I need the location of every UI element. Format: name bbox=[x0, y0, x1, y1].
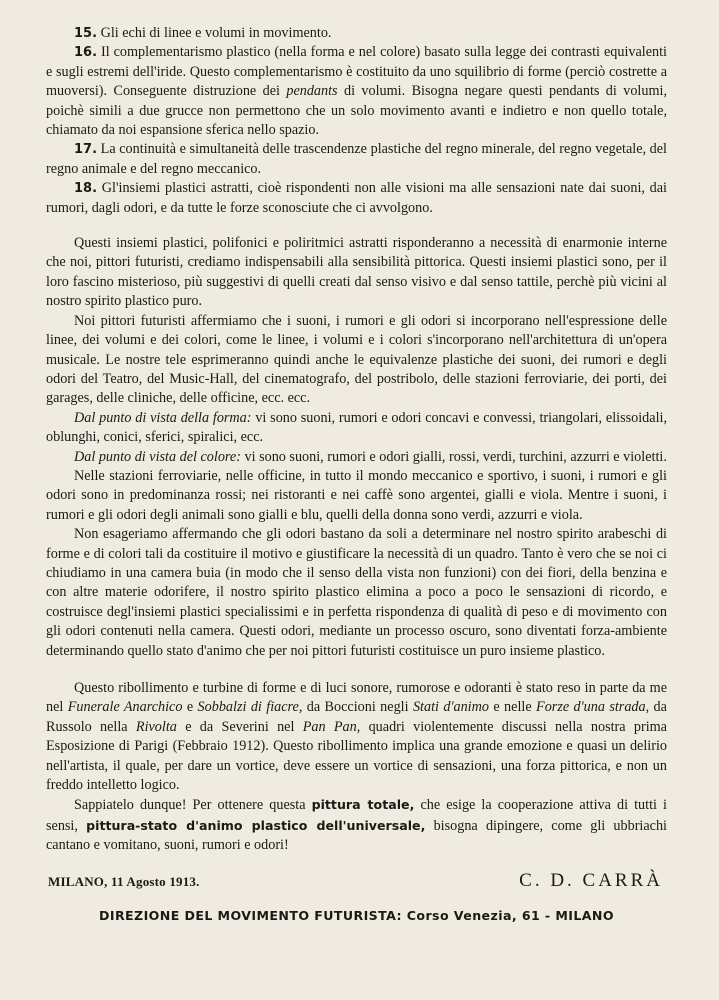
run: , quadri violentemente discussi nella nostra prima Esposizione di Parigi (Febbraio 1912). Questo ribollimento implica una grande emozione e quasi un delirio nell'artista, il quale, per dare un vortice, deve essere un vortice di sensazioni, una forza pittorica, e non un freddo intelletto logico. bbox=[46, 718, 667, 794]
paragraph-6: Non esageriamo affermando che gli odori bastano da soli a determinare nel nostro spirito arabeschi di forme e di colori tali da costituire il motivo e giustificare la necessità di un quadro. Tanto è vero che se noi ci chiudiamo in una camera buia (in modo che il senso della vista non funzioni) con dei fiori, della benzina e con altre materie odorifere, il nostro spirito plastico elimina a poco a poco le sensazioni di ricordo, e costruisce degl'insiemi plastici specialissimi e in perfetta rispondenza di qualità di peso e di movimento con gli odori contenuti nella camera. Questi odori, mediante un processo oscuro, sono diventati forza-ambiente determinando quello stato d'animo che per noi pittori futuristi costituisce un puro insieme plastico. bbox=[46, 526, 667, 659]
artwork-title: Sobbalzi di fiacre bbox=[197, 699, 299, 716]
run: , da Boccioni negli bbox=[298, 699, 413, 716]
dateline: MILANO, 11 Agosto 1913. bbox=[48, 873, 200, 889]
numbered-points bbox=[46, 24, 667, 218]
point-text: Gl'insiemi plastici astratti, cioè rispondenti non alle visioni ma alle sensazioni nate dai suoni, dai rumori, dagli odori, e da tutte le forze sconosciute che ci avvolgono. bbox=[46, 180, 667, 216]
paragraph-1: Questi insiemi plastici, polifonici e poliritmici astratti risponderanno a necessità di enarmonie interne che noi, pittori futuristi, crediamo indispensabili alla sensibilità pittorica. Questi insiemi plastici sono, per il loro fascino misterioso, più suggestivi di quelli creati dal senso visivo e dal senso tattile, perchè più vicini al nostro spirito plastico puro. bbox=[46, 235, 667, 310]
point-text: La continuità e simultaneità delle trascendenze plastiche del regno minerale, del regno vegetale, del regno animale e del regno meccanico. bbox=[46, 141, 667, 177]
author-signature: C. D. CARRÀ bbox=[519, 869, 663, 891]
artwork-title: Forze d'una strada bbox=[536, 699, 646, 716]
point-16 bbox=[46, 43, 667, 140]
paragraph-lead-italic: Dal punto di vista del colore: bbox=[74, 448, 241, 465]
paragraph-7 bbox=[46, 679, 667, 795]
run: e bbox=[182, 699, 198, 716]
paragraph-5: Nelle stazioni ferroviarie, nelle officine, in tutto il mondo meccanico e sportivo, i suoni, i rumori e gli odori sono in predominanza rossi; nei ristoranti e nei caffè sono argentei, gialli e viola. Mentre i suoni, i rumori e gli odori degli animali sono gialli e blu, quelli della donna sono verdi, azzurri e viola. bbox=[46, 467, 667, 523]
run: Questo ribollimento e turbine di forme e di luci sonore, rumorose e odoranti è stato reso in parte da me nel bbox=[46, 680, 667, 716]
run: , da Russolo nella bbox=[46, 699, 667, 735]
artwork-title: Pan Pan bbox=[302, 718, 357, 735]
point-text: Il complementarismo plastico (nella forma e nel colore) basato sulla legge dei contrasti equivalenti e sugli estremi dell'iride. Questo complementarismo è costituito da uno squilibrio di forme (perciò costrette a muoversi). Conseguente distruzione dei bbox=[46, 44, 667, 100]
point-text: Gli echi di linee e volumi in movimento. bbox=[100, 25, 332, 41]
point-number: 15. bbox=[74, 26, 98, 41]
point-17 bbox=[46, 140, 667, 179]
point-18 bbox=[46, 179, 667, 218]
point-number: 16. bbox=[74, 45, 98, 61]
paragraph-8 bbox=[46, 795, 667, 855]
run: che esige la cooperazione attiva di tutti i sensi, bbox=[46, 797, 667, 834]
publisher-footer: DIREZIONE DEL MOVIMENTO FUTURISTA: Corso Venezia, 61 - MILANO bbox=[99, 907, 614, 923]
point-text-italic: pendants bbox=[286, 83, 338, 100]
point-text: di volumi. Bisogna negare questi pendants di volumi, poichè simili a due grucce non permettono che un solo movimento avanti e indietro e non quello totale, chiamato da noi espansione sferica nello spazio. bbox=[46, 83, 667, 139]
artwork-title: Stati d'animo bbox=[412, 699, 489, 716]
artwork-title: Funerale Anarchico bbox=[67, 699, 183, 716]
manifesto-body bbox=[46, 234, 667, 856]
paragraph-4 bbox=[46, 448, 667, 467]
run: e nelle bbox=[488, 699, 537, 716]
run: Sappiatelo dunque! Per ottenere questa bbox=[74, 797, 312, 814]
run: e da Severini nel bbox=[176, 718, 303, 735]
bold-phrase: pittura totale, bbox=[311, 797, 415, 813]
point-number: 17. bbox=[74, 142, 98, 158]
paragraph-rest: vi sono suoni, rumori e odori gialli, rossi, verdi, turchini, azzurri e violetti. bbox=[240, 448, 667, 465]
artwork-title: Rivolta bbox=[135, 718, 177, 735]
point-15 bbox=[46, 24, 667, 43]
paragraph-rest: vi sono suoni, rumori e odori concavi e convessi, triangolari, elissoidali, oblunghi, conici, sferici, spiralici, ecc. bbox=[46, 409, 667, 446]
signature-row bbox=[46, 870, 667, 892]
paragraph-2: Noi pittori futuristi affermiamo che i suoni, i rumori e gli odori si incorporano nell'espressione delle linee, dei volumi e dei colori, come le linee, i volumi e i colori s'incorporano nell'architettura di un'opera musicale. Le nostre tele esprimeranno quindi anche le equivalenze plastiche dei suoni, dei rumori e degli odori del Teatro, del Music-Hall, del cinematografo, del postribolo, delle stazioni ferroviarie, dei porti, dei garages, delle cliniche, delle officine, ecc. ecc. bbox=[46, 312, 667, 407]
paragraph-lead-italic: Dal punto di vista della forma: bbox=[74, 409, 252, 426]
point-number: 18. bbox=[74, 181, 98, 197]
bold-phrase: pittura-stato d'animo plastico dell'universale, bbox=[86, 817, 426, 833]
paragraph-3 bbox=[46, 409, 667, 448]
run: bisogna dipingere, come gli ubbriachi cantano e vomitano, suoni, rumori e odori! bbox=[46, 817, 667, 854]
